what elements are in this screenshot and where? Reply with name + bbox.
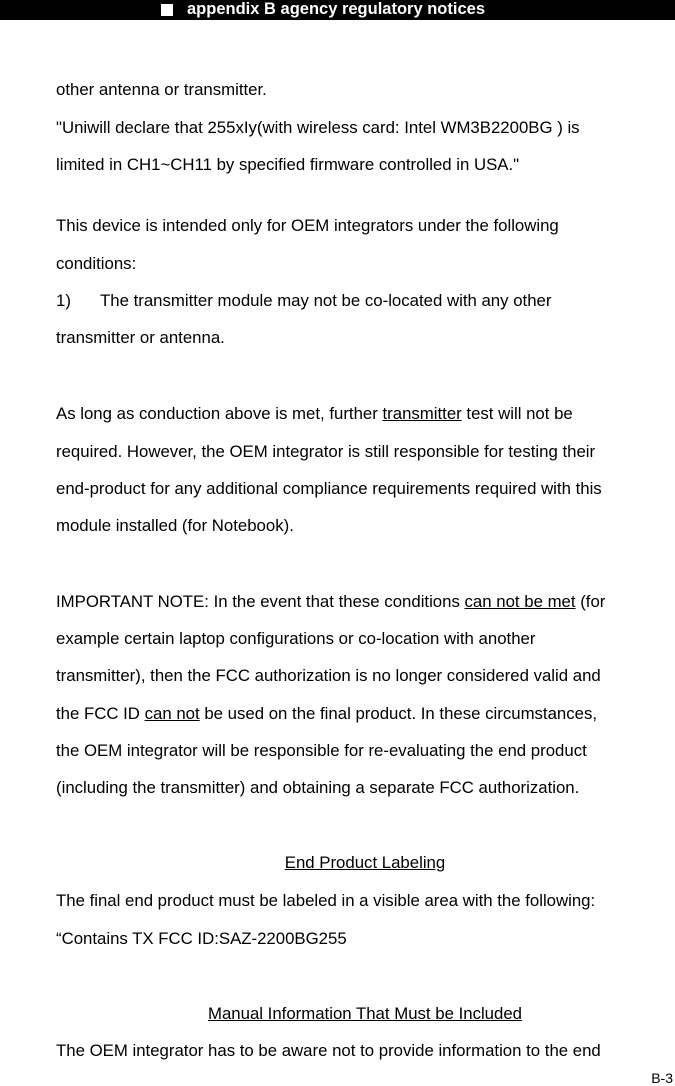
paragraph-line: required. However, the OEM integrator is still responsible for testing their (56, 442, 596, 461)
paragraph-line: transmitter), then the FCC authorization is no longer considered valid and (56, 666, 601, 685)
text-span: As long as conduction above is met, further (56, 404, 383, 423)
text-span: IMPORTANT NOTE: In the event that these conditions (56, 592, 465, 611)
paragraph-line: The OEM integrator has to be aware not to provide information to the end (56, 1041, 601, 1060)
section-heading-end-product-labeling: End Product Labeling (284, 853, 446, 872)
paragraph-line: "Uniwill declare that 255xIy(with wireless card: Intel WM3B2200BG ) is (56, 118, 580, 137)
paragraph-line: conditions: (56, 254, 137, 273)
list-item-text: The transmitter module may not be co-located with any other (100, 291, 552, 310)
paragraph-line (56, 404, 573, 424)
page-header (0, 0, 675, 20)
paragraph-line: example certain laptop configurations or co-location with another (56, 629, 536, 648)
page-number: B-3 (651, 1070, 673, 1086)
header-bullet-square-icon (161, 4, 173, 16)
paragraph-line: This device is intended only for OEM integrators under the following (56, 216, 559, 235)
underlined-text: transmitter (382, 404, 462, 423)
underlined-text: can not (144, 704, 200, 723)
underlined-text: can not be met (464, 592, 576, 611)
list-item-number: 1) (56, 291, 71, 310)
paragraph-line (56, 704, 597, 724)
header-title: appendix B agency regulatory notices (187, 0, 485, 18)
paragraph-line: (including the transmitter) and obtaining a separate FCC authorization. (56, 778, 580, 797)
paragraph-line: transmitter or antenna. (56, 328, 225, 347)
section-heading-manual-information: Manual Information That Must be Included (207, 1004, 523, 1023)
paragraph-line: end-product for any additional compliance requirements required with this (56, 479, 602, 498)
paragraph-line: the OEM integrator will be responsible for re-evaluating the end product (56, 741, 587, 760)
paragraph-line (56, 592, 605, 612)
paragraph-line: limited in CH1~CH11 by specified firmware controlled in USA." (56, 155, 520, 174)
text-span: test will not be (461, 404, 573, 423)
text-span: be used on the final product. In these circumstances, (199, 704, 598, 723)
paragraph-line: module installed (for Notebook). (56, 516, 294, 535)
paragraph-line: other antenna or transmitter. (56, 80, 267, 99)
paragraph-line: The final end product must be labeled in a visible area with the following: (56, 891, 596, 910)
text-span: (for (575, 592, 606, 611)
paragraph-line: “Contains TX FCC ID:SAZ-2200BG255 (56, 929, 347, 948)
text-span: the FCC ID (56, 704, 145, 723)
